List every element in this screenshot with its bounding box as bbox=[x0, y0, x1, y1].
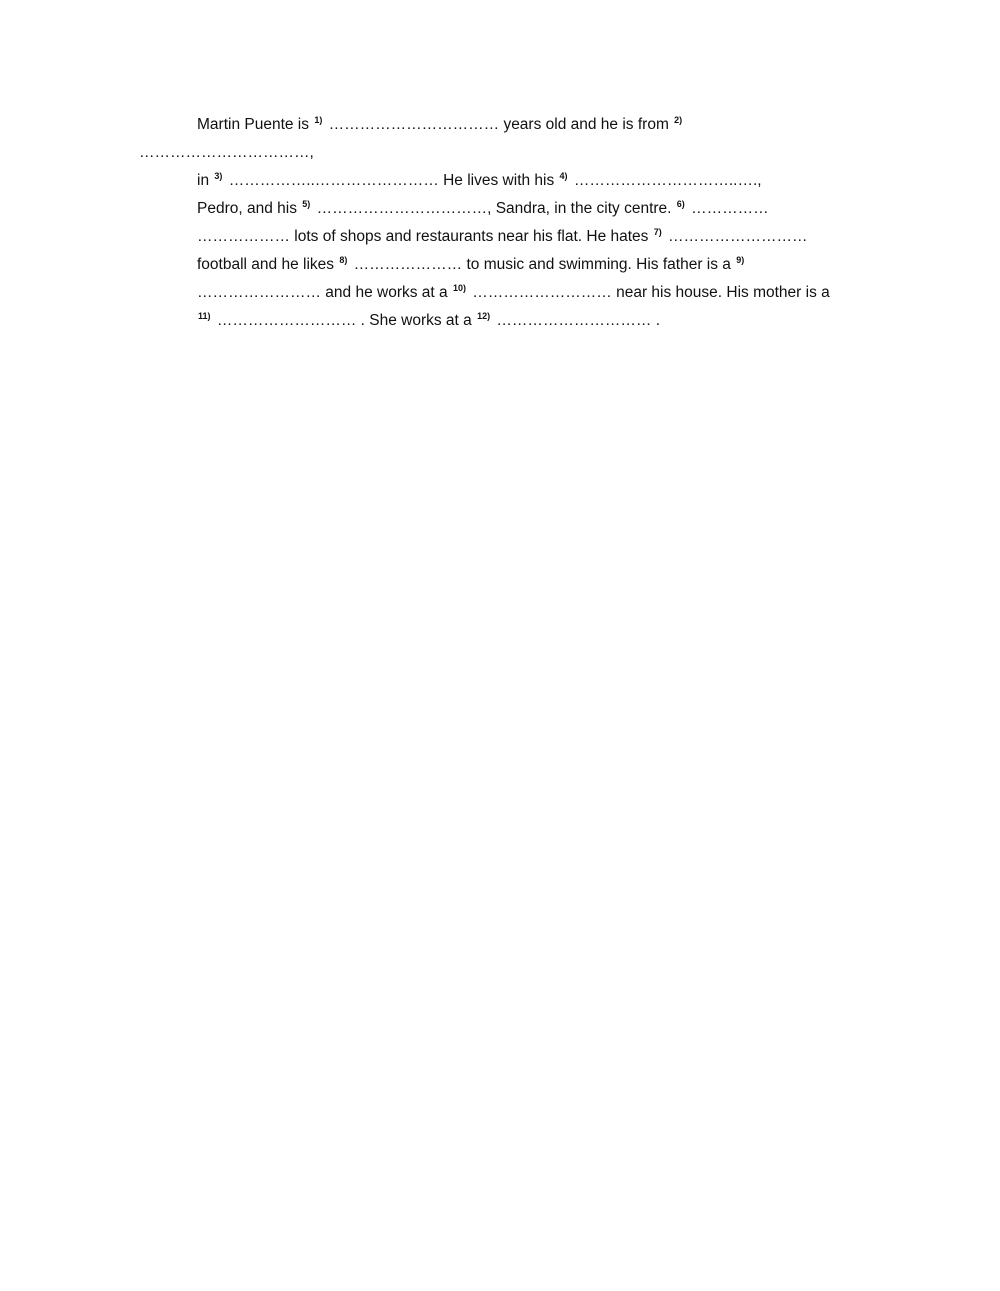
text-line-1 bbox=[197, 115, 684, 135]
text-segment: ……………………… bbox=[663, 228, 808, 245]
text-segment: ……………… lots of shops and restaurants near his flat. He hates bbox=[197, 228, 653, 245]
text-segment: Martin Puente is bbox=[197, 116, 314, 133]
gap-number-2: 2) bbox=[674, 115, 683, 125]
gap-number-9: 9) bbox=[736, 255, 745, 265]
text-segment: …………… bbox=[686, 200, 769, 217]
gap-number-4: 4) bbox=[559, 171, 568, 181]
gap-number-3: 3) bbox=[214, 171, 223, 181]
gap-number-7: 7) bbox=[653, 227, 662, 237]
text-segment: …………………………… years old and he is from bbox=[324, 116, 674, 133]
gap-number-12: 12) bbox=[477, 311, 491, 321]
text-line-7 bbox=[197, 283, 830, 303]
gap-number-1: 1) bbox=[314, 115, 323, 125]
text-line-4 bbox=[197, 199, 769, 219]
text-segment: ………………………… . bbox=[492, 312, 661, 329]
text-segment: …………………… and he works at a bbox=[197, 284, 452, 301]
text-segment: football and he likes bbox=[197, 256, 339, 273]
gap-number-10: 10) bbox=[452, 283, 466, 293]
text-segment: ………………… to music and swimming. His father is a bbox=[349, 256, 736, 273]
text-line-5 bbox=[197, 227, 808, 247]
text-segment: ……………………… near his house. His mother is a bbox=[467, 284, 830, 301]
gap-number-8: 8) bbox=[339, 255, 348, 265]
gap-number-5: 5) bbox=[302, 199, 311, 209]
text-segment: Pedro, and his bbox=[197, 200, 302, 217]
text-segment: ……………………………, Sandra, in the city centre. bbox=[312, 200, 676, 217]
text-segment: ……………………………, bbox=[139, 144, 314, 161]
text-segment: ……………………… . She works at a bbox=[212, 312, 477, 329]
text-line-3 bbox=[197, 171, 762, 191]
gap-number-11: 11) bbox=[198, 311, 211, 321]
text-line-6 bbox=[197, 255, 746, 275]
text-segment: …………………………..…., bbox=[569, 172, 762, 189]
text-line-8 bbox=[197, 311, 660, 331]
text-segment: ……………..…………………… He lives with his bbox=[224, 172, 559, 189]
text-segment: in bbox=[197, 172, 214, 189]
text-line-2 bbox=[139, 143, 314, 163]
gap-number-6: 6) bbox=[676, 199, 685, 209]
